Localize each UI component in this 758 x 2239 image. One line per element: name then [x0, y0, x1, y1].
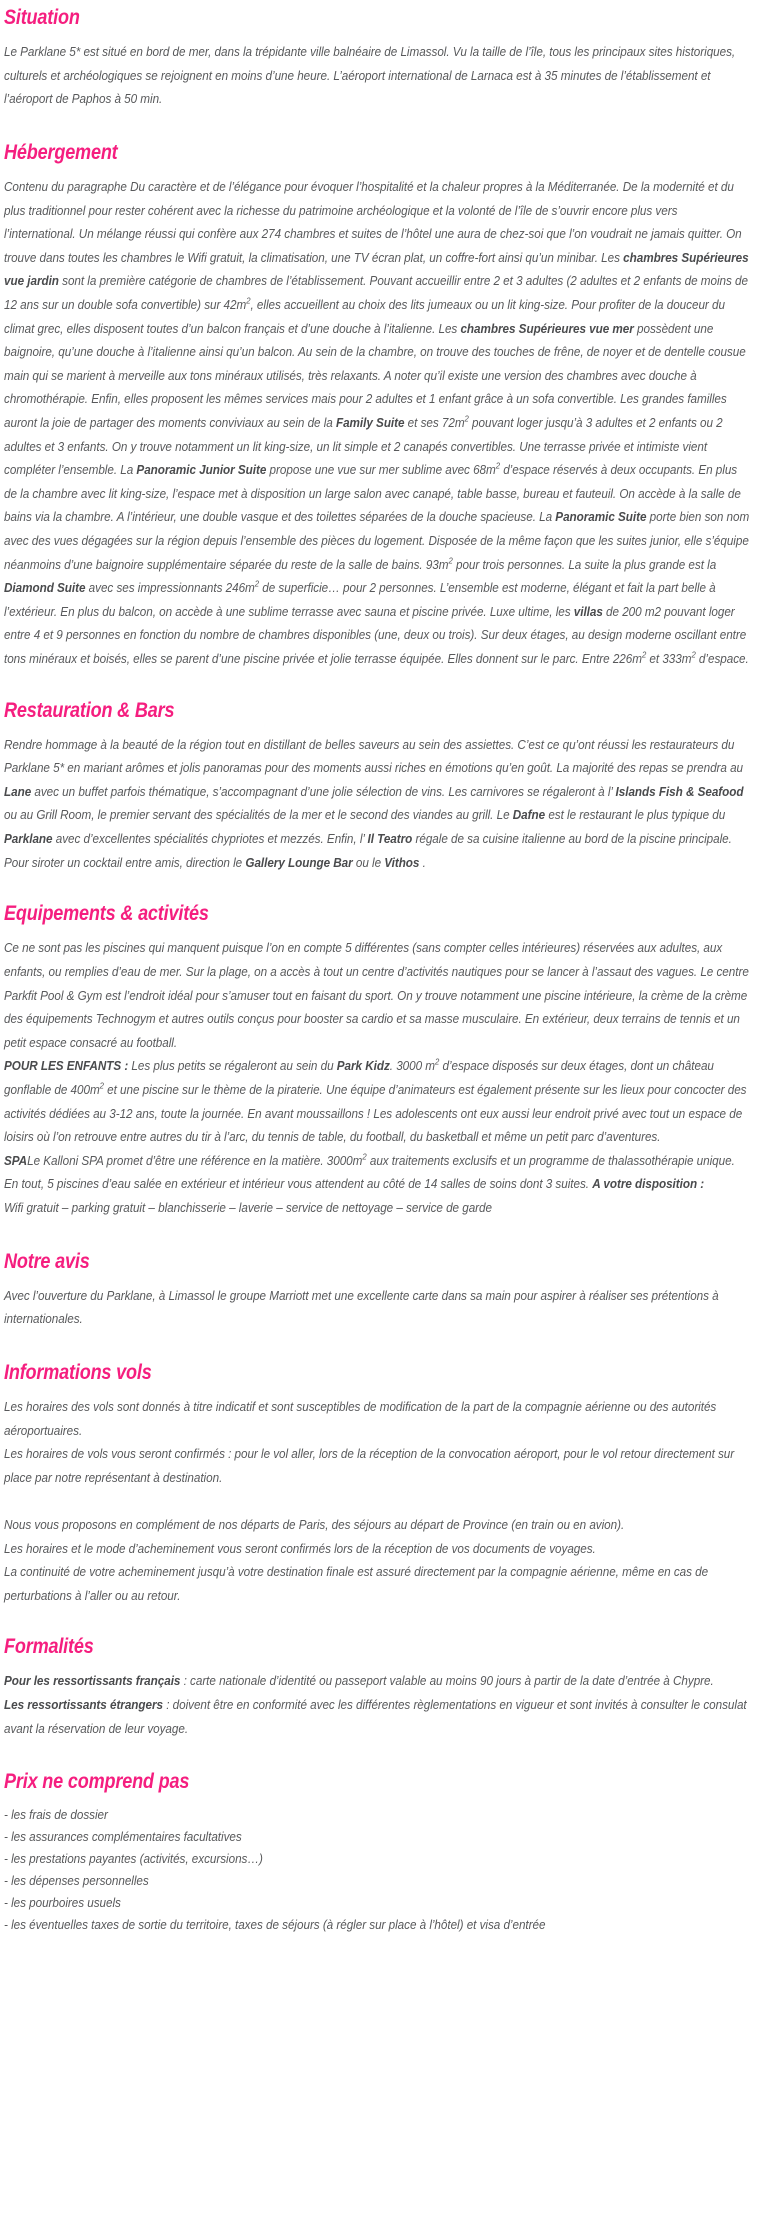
section-hebergement	[4, 141, 750, 671]
section-heading-formalites: Formalités	[4, 1635, 94, 1659]
section-formalites	[4, 1635, 750, 1740]
section-body-informations-vols: Les horaires des vols sont donnés à titre indicatif et sont susceptibles de modification de la part de la compagnie aérienne ou des autorités aéroportuaires. Les horaires de vols vous seront confirmés : pour le vol aller, lors de la réception de la convocation aéroport, pour le vol retour directement sur place par notre représentant à destination. Nous vous proposons en complément de nos départs de Paris, des séjours au départ de Province (en train ou en avion). Les horaires et le mode d’acheminement vous seront confirmés lors de la réception de vos documents de voyages. La continuité de votre acheminement jusqu’à votre destination finale est assuré directement par la compagnie aérienne, même en cas de perturbations à l’aller ou au retour.	[4, 1398, 735, 1603]
section-heading-notre-avis: Notre avis	[4, 1249, 90, 1273]
section-restauration	[4, 699, 750, 875]
list-item: - les prestations payantes (activités, excursions…)	[4, 1851, 263, 1867]
section-body-restauration: Rendre hommage à la beauté de la région tout en distillant de belles saveurs au sein des assiettes. C’est ce qu’ont réussi les restaurateurs du Parklane 5* en mariant arômes et jolis panoramas pour des moments aussi riches en émotions qu’en goût. La majorité des repas se prendra au Lane avec un buffet parfois thématique, s’accompagnant d’une jolie sélection de vins. Les carnivores se régaleront à l’ Islands Fish & Seafood ou au Grill Room, le premier servant des spécialités de la mer et le second des viandes au grill. Le Dafne est le restaurant le plus typique du Parklane avec d’excellentes spécialités chypriotes et mezzés. Enfin, l’ Il Teatro régale de sa cuisine italienne au bord de la piscine principale. Pour siroter un cocktail entre amis, direction le Gallery Lounge Bar ou le Vithos .	[4, 736, 744, 870]
list-item: - les frais de dossier	[4, 1807, 108, 1823]
section-situation	[4, 6, 750, 111]
list-item: - les dépenses personnelles	[4, 1873, 149, 1889]
section-body-equipements: Ce ne sont pas les piscines qui manquent puisque l’on en compte 5 différentes (sans compter celles intérieures) réservées aux adultes, aux enfants, ou remplies d’eau de mer. Sur la plage, on a accès à tout un centre d’activités nautiques pour se lancer à l’assaut des vagues. Le centre Parkfit Pool & Gym est l’endroit idéal pour s’amuser tout en faisant du sport. On y trouve notamment une piscine intérieure, la crème de la crème des équipements Technogym et autres outils conçus pour booster sa cardio et sa masse musculaire. En extérieur, deux terrains de tennis et un petit espace consacré au football. POUR LES ENFANTS : Les plus petits se régaleront au sein du Park Kidz. 3000 $m^2$ d’espace disposés sur deux étages, dont un château gonflable de $400m^2$ et une piscine sur le thème de la piraterie. Une équipe d’animateurs est également présente sur les lieux pour concocter des activités dédiées au 3-12 ans, toute la journée. En avant moussaillons ! Les adolescents ont eux aussi leur endroit privé avec tout un espace de loisirs où l’on retrouve entre autres du tir à l’arc, du tennis de table, du football, du basketball et même un petit parc d’aventures. SPALe Kalloni SPA promet d’être une référence en la matière. $3000m^2$ aux traitements exclusifs et un programme de thalassothérapie unique. En tout, 5 piscines d’eau salée en extérieur et intérieur vous attendent au côté de 14 salles de soins dont 3 suites. A votre disposition : Wifi gratuit – parking gratuit – blanchisserie – laverie – service de nettoyage – service de garde	[4, 940, 749, 1215]
section-equipements	[4, 902, 750, 1219]
section-heading-informations-vols: Informations vols	[4, 1360, 152, 1384]
section-body-situation: Le Parklane 5* est situé en bord de mer, dans la trépidante ville balnéaire de Limassol. Vu la taille de l’île, tous les principaux sites historiques, culturels et archéologiques se rejoignent en moins d’une heure. L’aéroport international de Larnaca est à 35 minutes de l’établissement et l’aéroport de Paphos à 50 min.	[4, 44, 736, 107]
section-notre-avis	[4, 1250, 750, 1331]
section-heading-prix-ne-comprend-pas: Prix ne comprend pas	[4, 1770, 190, 1794]
section-informations-vols	[4, 1361, 750, 1607]
section-heading-restauration: Restauration & Bars	[4, 698, 175, 722]
section-body-notre-avis: Avec l’ouverture du Parklane, à Limassol le groupe Marriott met une excellente carte dans sa main pour aspirer à réaliser ses prétentions à internationales.	[4, 1287, 719, 1327]
section-body-hebergement: Contenu du paragraphe Du caractère et de l’élégance pour évoquer l’hospitalité et la chaleur propres à la Méditerranée. De la modernité et du plus traditionnel pour rester cohérent avec la richesse du patrimoine archéologique et la volonté de l’île de s’ouvrir encore plus vers l’international. Un mélange réussi qui confère aux 274 chambres et suites de l’hôtel une aura de chez-soi que l’on voudrait ne jamais quitter. On trouve dans toutes les chambres le Wifi gratuit, la climatisation, une TV écran plat, un coffre-fort ainsi qu’un minibar. Les chambres Supérieures vue jardin sont la première catégorie de chambres de l’établissement. Pouvant accueillir entre 2 et 3 adultes (2 adultes et 2 enfants de moins de 12 ans sur un double sofa convertible) sur $42m^2$, elles accueillent au choix des lits jumeaux ou un lit king-size. Pour profiter de la douceur du climat grec, elles disposent toutes d’un balcon français et d’une douche à l’italienne. Les chambres Supérieures vue mer possèdent une baignoire, qu’une douche à l’italienne ainsi qu’un balcon. Au sein de la chambre, on trouve des touches de frêne, de noyer et de dentelle cousue main qui se marient à merveille aux tons minéraux utilisés, très relaxants. A noter qu’il existe une version des chambres avec douche à chromothérapie. Enfin, elles proposent les mêmes services mais pour 2 adultes et 1 enfant grâce à un sofa convertible. Les grandes familles auront la joie de partager des moments conviviaux au sein de la Family Suite et ses $72m^2$ pouvant loger jusqu’à 3 adultes et 2 enfants ou 2 adultes et 3 enfants. On y trouve notamment un lit king-size, un lit simple et 2 canapés convertibles. Une terrasse privée et intimiste vient compléter l’ensemble. La Panoramic Junior Suite propose une vue sur mer sublime avec $68m^2$ d’espace réservés à deux occupants. En plus de la chambre avec lit king-size, l’espace met à disposition un large salon avec canapé, table basse, bureau et fauteuil. On accède à la salle de bains via la chambre. A l’intérieur, une double vasque et des toilettes séparées de la douche spacieuse. La Panoramic Suite porte bien son nom avec des vues dégagées sur la région depuis l’ensemble des pièces du logement. Disposée de la même façon que les suites junior, elle s’équipe néanmoins d’une baignoire supplémentaire séparée du reste de la salle de bains. $93m^2$ pour trois personnes. La suite la plus grande est la Diamond Suite avec ses impressionnants $246m^2$ de superficie… pour 2 personnes. L’ensemble est moderne, élégant et fait la part belle à l’extérieur. En plus du balcon, on accède à une sublime terrasse avec sauna et piscine privée. Luxe ultime, les villas de 200 m2 pouvant loger entre 4 et 9 personnes en fonction du nombre de chambres disponibles (une, deux ou trois). Sur deux étages, au design moderne oscillant entre tons minéraux et boisés, elles se parent d’une piscine privée et jolie terrasse équipée. Elles donnent sur le parc. Entre $226m^2$ et $333m^2$ d’espace.	[4, 179, 750, 666]
list-item: - les assurances complémentaires facultatives	[4, 1829, 242, 1845]
section-body-formalites: Pour les ressortissants français : carte nationale d’identité ou passeport valable au moins 90 jours à partir de la date d’entrée à Chypre. Les ressortissants étrangers : doivent être en conformité avec les différentes règlementations en vigueur et sont invités à consulter le consulat avant la réservation de leur voyage.	[4, 1673, 747, 1736]
list-item: - les pourboires usuels	[4, 1895, 121, 1911]
list-item: - les éventuelles taxes de sortie du territoire, taxes de séjours (à régler sur place à l’hôtel) et visa d’entrée	[4, 1917, 546, 1933]
section-heading-hebergement: Hébergement	[4, 140, 118, 164]
section-prix-ne-comprend-pas	[4, 1770, 750, 1936]
exclusions-list	[4, 1804, 750, 1936]
section-heading-equipements: Equipements & activités	[4, 902, 209, 926]
section-heading-situation: Situation	[4, 6, 80, 29]
